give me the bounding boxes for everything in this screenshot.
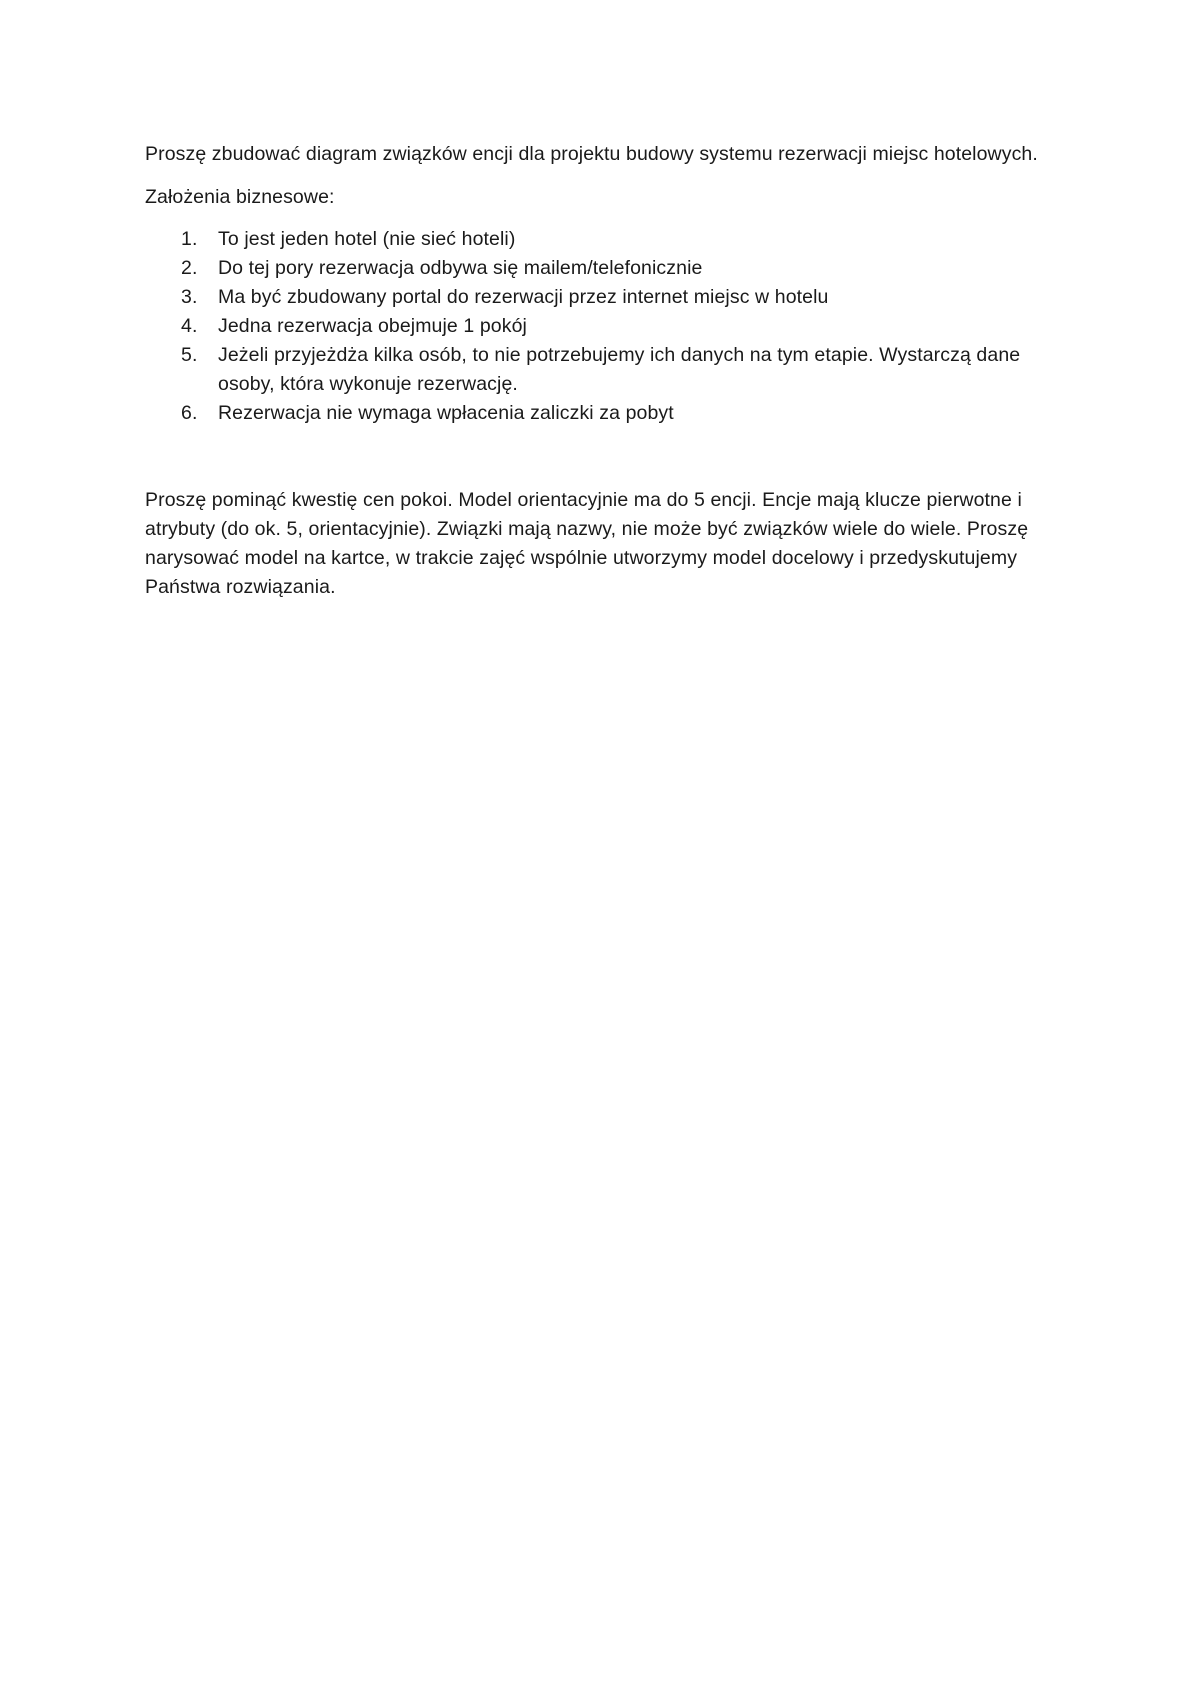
list-item-number: 5.	[181, 344, 198, 366]
list-item-text: Ma być zbudowany portal do rezerwacji przez internet miejsc w hotelu	[218, 286, 829, 308]
list-item	[145, 283, 1065, 312]
closing-paragraph: Proszę pominąć kwestię cen pokoi. Model orientacyjnie ma do 5 encji. Encje mają klucze pierwotne i atrybuty (do ok. 5, orientacyjnie). Związki mają nazwy, nie może być związków wiele do wiele. Proszę narysować model na kartce, w trakcie zajęć wspólnie utworzymy model docelowy i przedyskutujemy Państwa rozwiązania.	[145, 489, 1029, 598]
list-item-number: 2.	[181, 257, 198, 279]
list-item	[145, 341, 1065, 399]
list-item-number: 6.	[181, 402, 198, 424]
list-item-number: 4.	[181, 315, 198, 337]
list-item-text: Jedna rezerwacja obejmuje 1 pokój	[218, 315, 527, 337]
list-item-text: To jest jeden hotel (nie sieć hoteli)	[218, 228, 516, 250]
assumptions-heading: Założenia biznesowe:	[145, 186, 335, 208]
list-item-text: Jeżeli przyjeżdża kilka osób, to nie potrzebujemy ich danych na tym etapie. Wystarczą dane osoby, która wykonuje rezerwację.	[218, 344, 1021, 395]
list-item-number: 3.	[181, 286, 198, 308]
assumptions-list	[145, 225, 1065, 428]
intro-paragraph: Proszę zbudować diagram związków encji dla projektu budowy systemu rezerwacji miejsc hotelowych.	[145, 143, 1038, 165]
document-body	[145, 140, 1065, 602]
list-item	[145, 312, 1065, 341]
list-item-number: 1.	[181, 228, 198, 250]
list-item-text: Rezerwacja nie wymaga wpłacenia zaliczki za pobyt	[218, 402, 674, 424]
list-item	[145, 254, 1065, 283]
list-item-text: Do tej pory rezerwacja odbywa się mailem/telefonicznie	[218, 257, 703, 279]
list-item	[145, 399, 1065, 428]
list-item	[145, 225, 1065, 254]
